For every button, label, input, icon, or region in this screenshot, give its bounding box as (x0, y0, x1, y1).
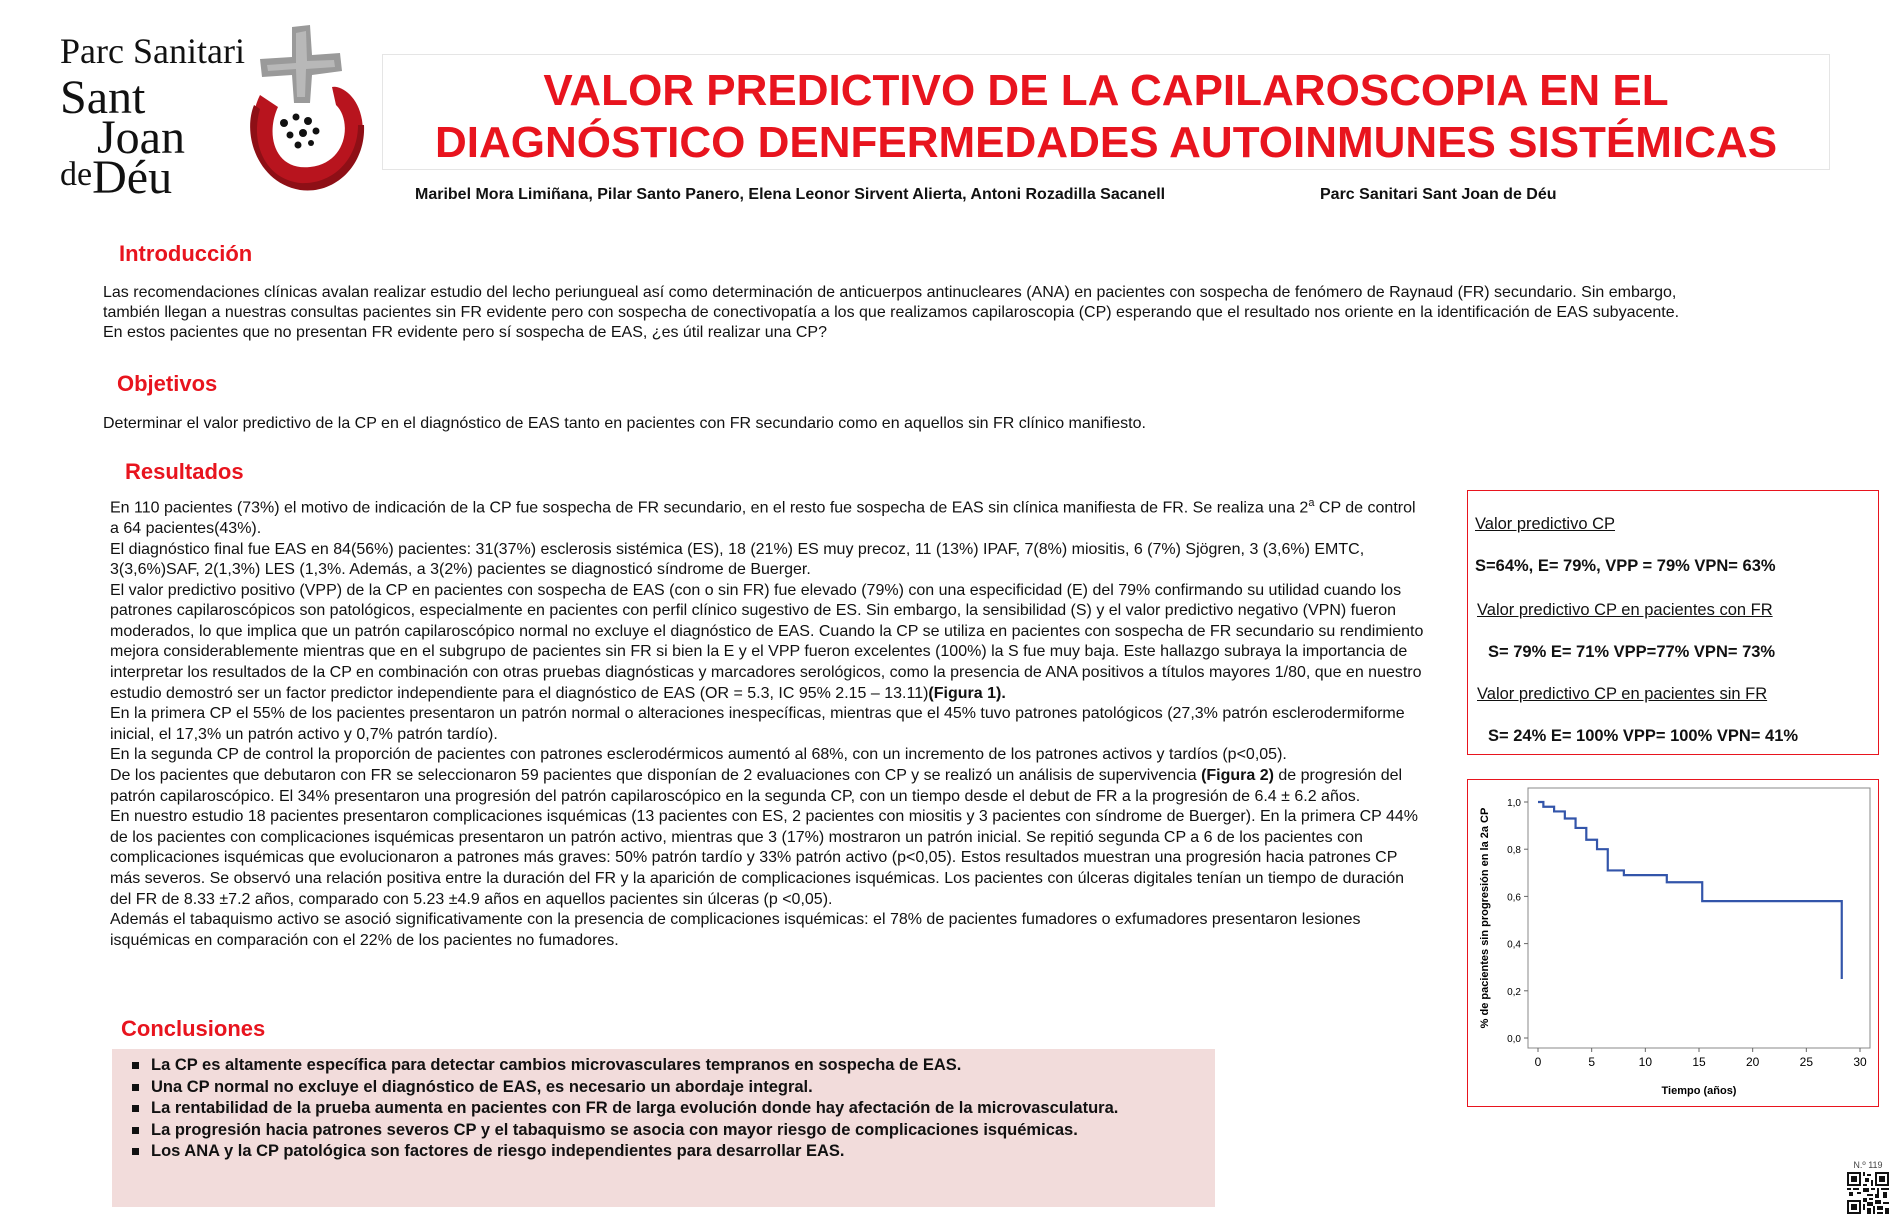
text-run: En 110 pacientes (73%) el motivo de indicación de la CP fue sospecha de FR secundario, en el resto fue sospecha de EAS sin clínica manifiesta de FR. Se realiza una 2 (110, 499, 1309, 517)
resultados-paragraph (110, 766, 1425, 807)
y-tick-label: 0,2 (1507, 986, 1521, 998)
pv-label-sin-fr: Valor predictivo CP en pacientes sin FR (1477, 685, 1768, 703)
introduccion-line: En estos pacientes que no presentan FR evidente pero sí sospecha de EAS, ¿es útil realizar una CP? (103, 324, 827, 341)
pv-value-global: S=64%, E= 79%, VPP = 79% VPN= 63% (1475, 557, 1776, 575)
resultados-paragraph: En nuestro estudio 18 pacientes presentaron complicaciones isquémicas (13 pacientes con ES, 2 pacientes con miositis y 3 pacientes con síndrome de Buerger). En la primera CP 44% de los pacientes con complicaciones isquémicas presentaron un patrón activo, mientras que 3 (17%) mostraron un patrón inicial. Se repitió segunda CP a 6 de los pacientes con complicaciones isquémicas que evolucionaron a patrones más graves: 50% patrón tardío y 33% patrón activo (p<0,05). Estos resultados muestran una progresión hacia patrones CP más severos. Se observó una relación positiva entre la duración del FR y la aparición de complicaciones isquémicas. Los pacientes con úlceras digitales tenían un tiempo de duración del FR de 8.33 ±7.2 años, comparado con 5.23 ±4.9 años en aquellos pacientes sin úlceras (p <0,05). (110, 808, 1418, 908)
logo-line-de-deu (60, 150, 172, 205)
poster-number: N.º 119 (1853, 1160, 1883, 1170)
superscript: a (1308, 497, 1315, 509)
resultados-text (110, 493, 1425, 951)
x-tick-label: 25 (1799, 1055, 1814, 1069)
conclusion-text: Los ANA y la CP patológica son factores de riesgo independientes para desarrollar EAS. (151, 1142, 845, 1161)
introduccion-heading: Introducción (119, 241, 253, 266)
logo-deu: Déu (92, 151, 173, 204)
resultados-paragraph (110, 581, 1425, 705)
x-tick-label: 5 (1588, 1055, 1596, 1069)
poster-number-badge (1843, 1160, 1893, 1215)
bullet-icon (132, 1127, 139, 1134)
figure-ref: (Figura 1). (928, 684, 1006, 702)
logo (55, 25, 370, 204)
y-tick-label: 0,6 (1507, 892, 1521, 904)
pv-value-sin-fr: S= 24% E= 100% VPP= 100% VPN= 41% (1488, 727, 1799, 745)
x-axis-label: Tiempo (años) (1661, 1085, 1737, 1097)
conclusion-text: Una CP normal no excluye el diagnóstico de EAS, es necesario un abordaje integral. (151, 1077, 813, 1096)
logo-line-sant: Sant (60, 71, 146, 124)
figure-ref: (Figura 2) (1201, 767, 1274, 785)
introduccion-text (103, 283, 1863, 343)
affiliation: Parc Sanitari Sant Joan de Déu (1320, 186, 1557, 203)
conclusion-text: La rentabilidad de la prueba aumenta en pacientes con FR de larga evolución donde hay afectación de la microvasculatura. (151, 1099, 1119, 1118)
bullet-icon (132, 1105, 139, 1112)
y-tick-label: 0,4 (1507, 939, 1521, 951)
resultados-paragraph: En la segunda CP de control la proporción de pacientes con patrones esclerodérmicos aumentó al 68%, con un incremento de los patrones activos y tardíos (p<0,05). (110, 746, 1287, 764)
conclusion-item (126, 1077, 1201, 1099)
objetivos-heading: Objetivos (117, 371, 218, 396)
conclusion-item (126, 1120, 1201, 1142)
resultados-paragraph (110, 493, 1425, 540)
resultados-paragraph: El diagnóstico final fue EAS en 84(56%) pacientes: 31(37%) esclerosis sistémica (ES), 18 (21%) ES muy precoz, 11 (13%) IPAF, 7(8%) miositis, 6 (7%) Sjögren, 3 (3,6%) EMTC, 3(3,6%)SAF, 2(1,3%) LES (1,3%. Además, a 3(2%) pacientes se diagnosticó síndrome de Buerger. (110, 540, 1365, 579)
pv-label-global: Valor predictivo CP (1475, 515, 1616, 533)
y-tick-label: 0,0 (1507, 1034, 1521, 1045)
bullet-icon (132, 1062, 139, 1069)
x-tick-label: 30 (1853, 1055, 1867, 1069)
y-axis-label: % de pacientes sin progresión en la 2a CP (1479, 807, 1491, 1029)
conclusion-item (126, 1098, 1201, 1120)
survival-chart (1468, 780, 1880, 1108)
text-run: De los pacientes que debutaron con FR se seleccionaron 59 pacientes que disponían de 2 evaluaciones con CP y se realizó un análisis de supervivencia (110, 767, 1202, 785)
introduccion-line: Las recomendaciones clínicas avalan realizar estudio del lecho periungueal así como determinación de anticuerpos antinucleares (ANA) en pacientes con sospecha de fenómero de Raynaud (FR) secundario. Sin embargo, (103, 284, 1677, 301)
conclusion-text: La progresión hacia patrones severos CP y el tabaquismo se asocia con mayor riesgo de complicaciones isquémicas. (151, 1120, 1078, 1139)
objetivos-text: Determinar el valor predictivo de la CP en el diagnóstico de EAS tanto en pacientes con FR secundario como en aquellos sin FR clínico manifiesto. (103, 415, 1146, 432)
resultados-paragraph: Además el tabaquismo activo se asoció significativamente con la presencia de complicaciones isquémicas: el 78% de pacientes fumadores o exfumadores presentaron lesiones isquémicas en comparación con el 22% de los pacientes no fumadores. (110, 911, 1361, 949)
conclusion-item (126, 1141, 1201, 1163)
title-line-1: VALOR PREDICTIVO DE LA CAPILAROSCOPIA EN EL (543, 66, 1669, 115)
y-tick-label: 0,8 (1507, 845, 1521, 857)
text-run: CP de control a 64 pacientes(43%). (110, 499, 1416, 537)
x-tick-label: 20 (1745, 1055, 1760, 1069)
logo-mark-icon (240, 25, 370, 195)
survival-line (1538, 802, 1842, 979)
title-line-2: DIAGNÓSTICO DENFERMEDADES AUTOINMUNES SISTÉMICAS (434, 118, 1778, 167)
conclusiones-list (126, 1055, 1201, 1163)
conclusiones-heading: Conclusiones (121, 1016, 266, 1041)
authors: Maribel Mora Limiñana, Pilar Santo Panero, Elena Leonor Sirvent Alierta, Antoni Rozadilla Sacanell (415, 186, 1166, 203)
x-tick-label: 10 (1638, 1055, 1653, 1069)
survival-chart-box (1467, 779, 1879, 1107)
poster-title (383, 65, 1829, 169)
bullet-icon (132, 1084, 139, 1091)
introduccion-line: también llegan a nuestras consultas pacientes sin FR evidente pero con sospecha de conectivopatía a los que realizamos capilaroscopia (CP) esperando que el resultado nos oriente en la identificación de EAS subyacente. (103, 304, 1680, 321)
y-axis (1507, 798, 1528, 1045)
y-tick-label: 1,0 (1507, 798, 1521, 809)
bullet-icon (132, 1148, 139, 1155)
qr-code-icon (1847, 1172, 1889, 1214)
x-axis (1535, 1048, 1867, 1069)
conclusion-item (126, 1055, 1201, 1077)
resultados-heading: Resultados (125, 459, 244, 484)
logo-de: de (60, 156, 93, 193)
conclusiones-box (112, 1049, 1215, 1207)
pv-value-con-fr: S= 79% E= 71% VPP=77% VPN= 73% (1488, 643, 1776, 661)
predictive-value-box (1467, 490, 1879, 755)
text-run: El valor predictivo positivo (VPP) de la CP en pacientes con sospecha de EAS (con o sin FR) fue elevado (79%) con una especificidad (E) del 79% confirmando su utilidad cuando los patrones capilaroscópicos son patológicos, especialmente en pacientes con perfil clínico sugestivo de ES. Sin embargo, la sensibilidad (S) y el valor predictivo negativo (VPN) fueron moderados, lo que implica que un patrón capilaroscópico normal no excluye el diagnóstico de EAS. Cuando la CP se utiliza en pacientes con sospecha de FR secundario su rendimiento mejora considerablemente mientras que en el subgrupo de pacientes sin FR si bien la E y el VPP fueron excelentes (100%) la S fue muy baja. Este hallazgo subraya la importancia de interpretar los resultados de la CP en combinación con otras pruebas diagnósticas y marcadores serológicos, como la presencia de ANA positivos a títulos mayores 1/80, que en nuestro estudio demostró ser un factor predictor independiente para el diagnóstico de EAS (OR = 5.3, IC 95% 2.15 – 13.11) (110, 581, 1424, 702)
title-box (382, 54, 1830, 170)
resultados-paragraph: En la primera CP el 55% de los pacientes presentaron un patrón normal o alteraciones inespecíficas, mientras que el 45% tuvo patrones patológicos (27,3% patrón esclerodermiforme inicial, el 17,3% un patrón activo y 0,7% patrón tardío). (110, 705, 1405, 743)
text-run: de progresión del patrón capilaroscópico. El 34% presentaron una progresión del patrón capilaroscópico en la segunda CP, con un tiempo desde el debut de FR a la progresión de 6.4 ± 6.2 años. (110, 767, 1403, 805)
conclusion-text: La CP es altamente específica para detectar cambios microvasculares tempranos en sospecha de EAS. (151, 1056, 962, 1074)
logo-line-parc-sanitari: Parc Sanitari (60, 31, 245, 71)
logo-line-joan: Joan (97, 111, 185, 164)
pv-label-con-fr: Valor predictivo CP en pacientes con FR (1477, 601, 1773, 619)
x-tick-label: 0 (1534, 1055, 1542, 1069)
x-tick-label: 15 (1692, 1055, 1706, 1069)
